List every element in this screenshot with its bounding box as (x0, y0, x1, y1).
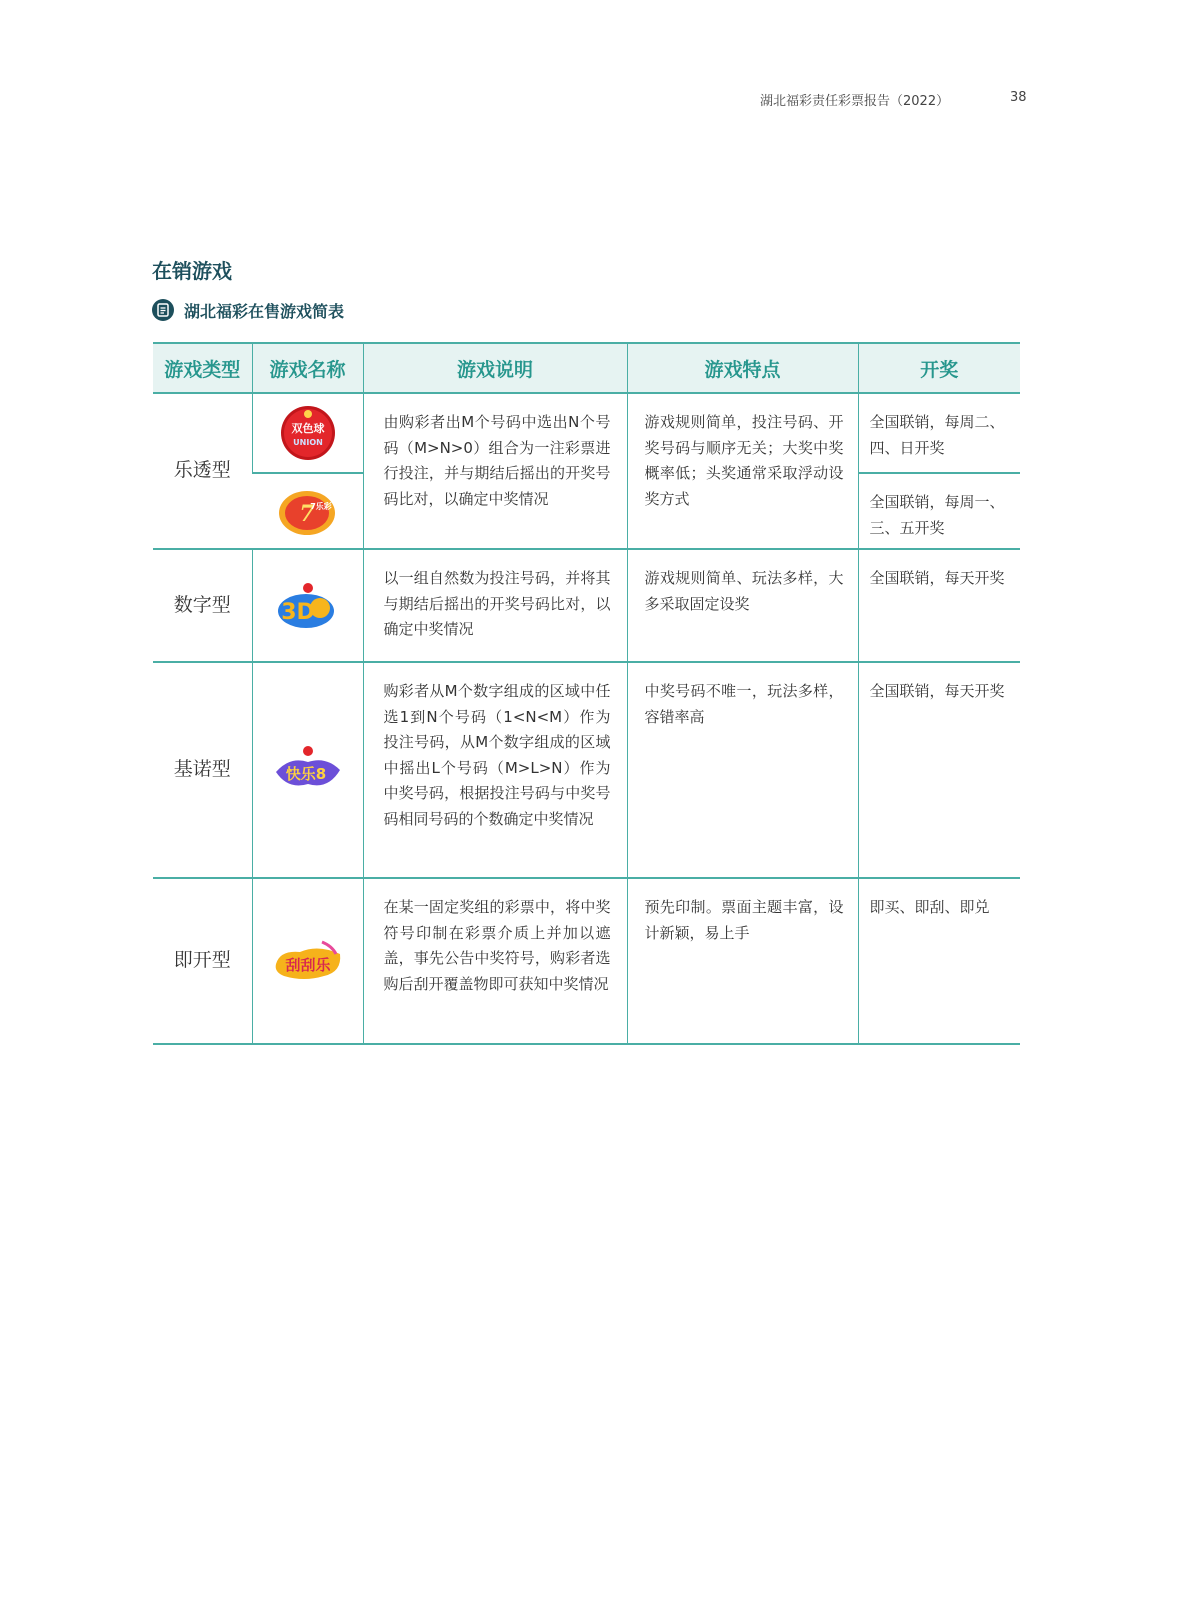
logo-text: 双色球 (291, 422, 324, 435)
table-row (153, 393, 1020, 473)
game-logo (252, 393, 363, 473)
union-lotto-logo (280, 405, 336, 461)
game-type: 乐透型 (153, 393, 252, 549)
qilecai-logo (275, 483, 339, 539)
table-header-row (153, 343, 1020, 393)
table-title-text: 湖北福彩在售游戏简表 (184, 301, 345, 321)
game-features: 中奖号码不唯一，玩法多样，容错率高 (627, 662, 858, 878)
game-description: 由购彩者出M个号码中选出N个号码（M>N>0）组合为一注彩票进行投注，并与期结后摇出的开奖号码比对，以确定中奖情况 (363, 393, 627, 549)
column-header: 开奖 (858, 343, 1020, 393)
game-draw: 全国联销，每天开奖 (858, 662, 1020, 878)
game-description: 在某一固定奖组的彩票中，将中奖符号印制在彩票介质上并加以遮盖，事先公告中奖符号，购彩者选购后刮开覆盖物即可获知中奖情况 (363, 878, 627, 1044)
game-description: 以一组自然数为投注号码，并将其与期结后摇出的开奖号码比对，以确定中奖情况 (363, 549, 627, 662)
column-header: 游戏名称 (252, 343, 363, 393)
game-type: 基诺型 (153, 662, 252, 878)
table-row (153, 878, 1020, 1044)
game-features: 预先印制。票面主题丰富，设计新颖，易上手 (627, 878, 858, 1044)
game-features: 游戏规则简单、玩法多样，大多采取固定设奖 (627, 549, 858, 662)
game-draw: 全国联销，每周二、四、日开奖 (858, 393, 1020, 473)
column-header: 游戏特点 (627, 343, 858, 393)
game-logo (252, 549, 363, 662)
page-number: 38 (1010, 90, 1027, 105)
report-title: 湖北福彩责任彩票报告（2022） (760, 94, 950, 109)
game-type: 数字型 (153, 549, 252, 662)
game-draw: 全国联销，每周一、三、五开奖 (858, 473, 1020, 549)
game-logo (252, 473, 363, 549)
column-header: 游戏类型 (153, 343, 252, 393)
logo-text: 刮刮乐 (284, 956, 331, 974)
logo-text: 快乐8 (285, 765, 326, 783)
game-logo (252, 662, 363, 878)
game-description: 购彩者从M个数字组成的区域中任选1到N个号码（1<N<M）作为投注号码，从M个数字组成的区域中摇出L个号码（M>L>N）作为中奖号码，根据投注号码与中奖号码相同号码的个数确定中奖情况 (363, 662, 627, 878)
section-title: 在销游戏 (152, 259, 232, 283)
logo-text: 7乐彩 (310, 502, 333, 511)
guaguale-logo (270, 936, 346, 986)
kuaile8-logo (270, 742, 346, 798)
table-row (153, 662, 1020, 878)
game-logo (252, 878, 363, 1044)
game-features: 游戏规则简单，投注号码、开奖号码与顺序无关；大奖中奖概率低；头奖通常采取浮动设奖方式 (627, 393, 858, 549)
game-type: 即开型 (153, 878, 252, 1044)
3d-logo (276, 579, 340, 633)
table-title (152, 298, 344, 322)
games-table (153, 342, 1020, 1045)
svg-text:7: 7 (299, 501, 315, 527)
table-row (153, 549, 1020, 662)
column-header: 游戏说明 (363, 343, 627, 393)
logo-text: 3D (280, 599, 315, 625)
document-icon (152, 299, 174, 321)
svg-text:UNION: UNION (292, 438, 323, 447)
game-draw: 即买、即刮、即兑 (858, 878, 1020, 1044)
page-header (760, 90, 1027, 109)
game-draw: 全国联销，每天开奖 (858, 549, 1020, 662)
